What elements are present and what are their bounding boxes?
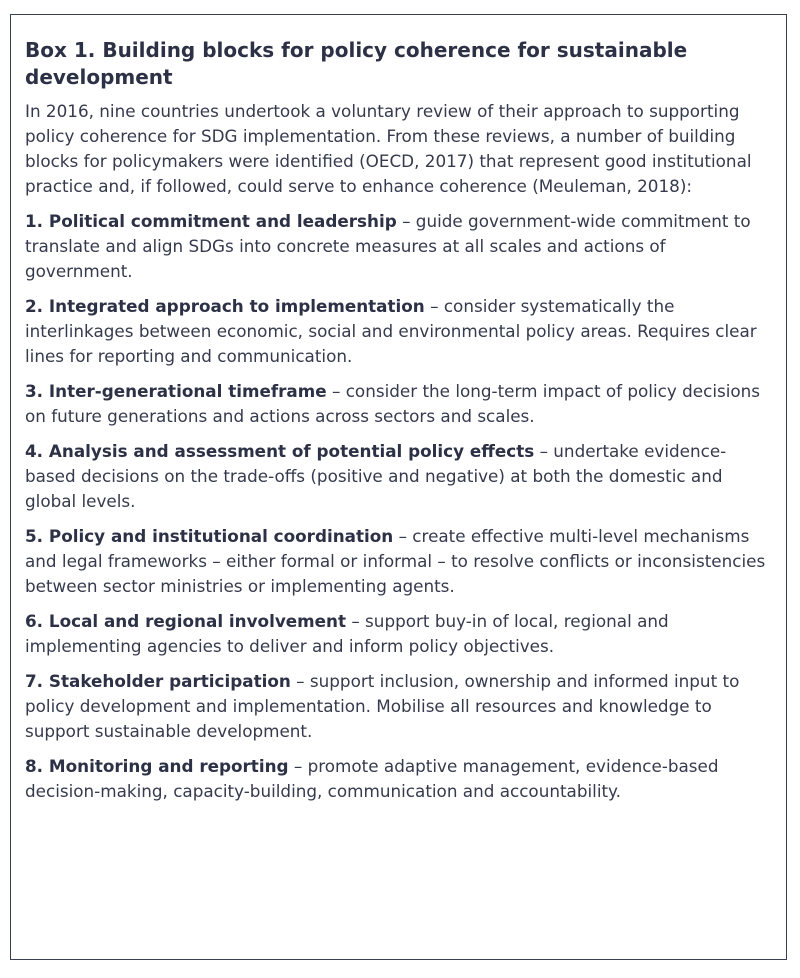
item-heading: 4. Analysis and assessment of potential policy effects	[25, 441, 535, 461]
item-text: – support buy-in of local, regional and implementing agencies to deliver and inform policy objectives.	[25, 611, 669, 656]
item-text: – promote adaptive management, evidence-based decision-making, capacity-building, communication and accountability.	[25, 756, 719, 801]
box-intro: In 2016, nine countries undertook a voluntary review of their approach to supporting policy coherence for SDG implementation. From these reviews, a number of building blocks for policymakers were identified (OECD, 2017) that represent good institutional practice and, if followed, could serve to enhance coherence (Meuleman, 2018):	[25, 101, 752, 196]
building-block-item	[25, 379, 772, 429]
item-text: – support inclusion, ownership and informed input to policy development and implementation. Mobilise all resources and knowledge to support sustainable development.	[25, 671, 740, 741]
item-text: – guide government-wide commitment to translate and align SDGs into concrete measures at all scales and actions of government.	[25, 211, 751, 281]
item-text: – undertake evidence-based decisions on the trade-offs (positive and negative) at both the domestic and global levels.	[25, 441, 727, 511]
building-block-item	[25, 294, 772, 369]
item-heading: 6. Local and regional involvement	[25, 611, 346, 631]
building-block-item	[25, 209, 772, 284]
item-heading: 1. Political commitment and leadership	[25, 211, 397, 231]
building-block-item	[25, 754, 772, 804]
building-block-item	[25, 439, 772, 514]
item-heading: 2. Integrated approach to implementation	[25, 296, 425, 316]
info-box	[10, 14, 787, 960]
building-block-item	[25, 669, 772, 744]
building-block-item	[25, 524, 772, 599]
item-heading: 3. Inter-generational timeframe	[25, 381, 327, 401]
item-text: – create effective multi-level mechanisms and legal frameworks – either formal or informal – to resolve conflicts or inconsistencies between sector ministries or implementing agents.	[25, 526, 766, 596]
item-heading: 7. Stakeholder participation	[25, 671, 291, 691]
item-heading: 8. Monitoring and reporting	[25, 756, 289, 776]
item-text: – consider the long-term impact of policy decisions on future generations and actions across sectors and scales.	[25, 381, 761, 426]
item-heading: 5. Policy and institutional coordination	[25, 526, 394, 546]
building-block-item	[25, 609, 772, 659]
box-title: Box 1. Building blocks for policy coherence for sustainable development	[25, 38, 688, 89]
item-text: – consider systematically the interlinkages between economic, social and environmental policy areas. Requires clear lines for reporting and communication.	[25, 296, 757, 366]
